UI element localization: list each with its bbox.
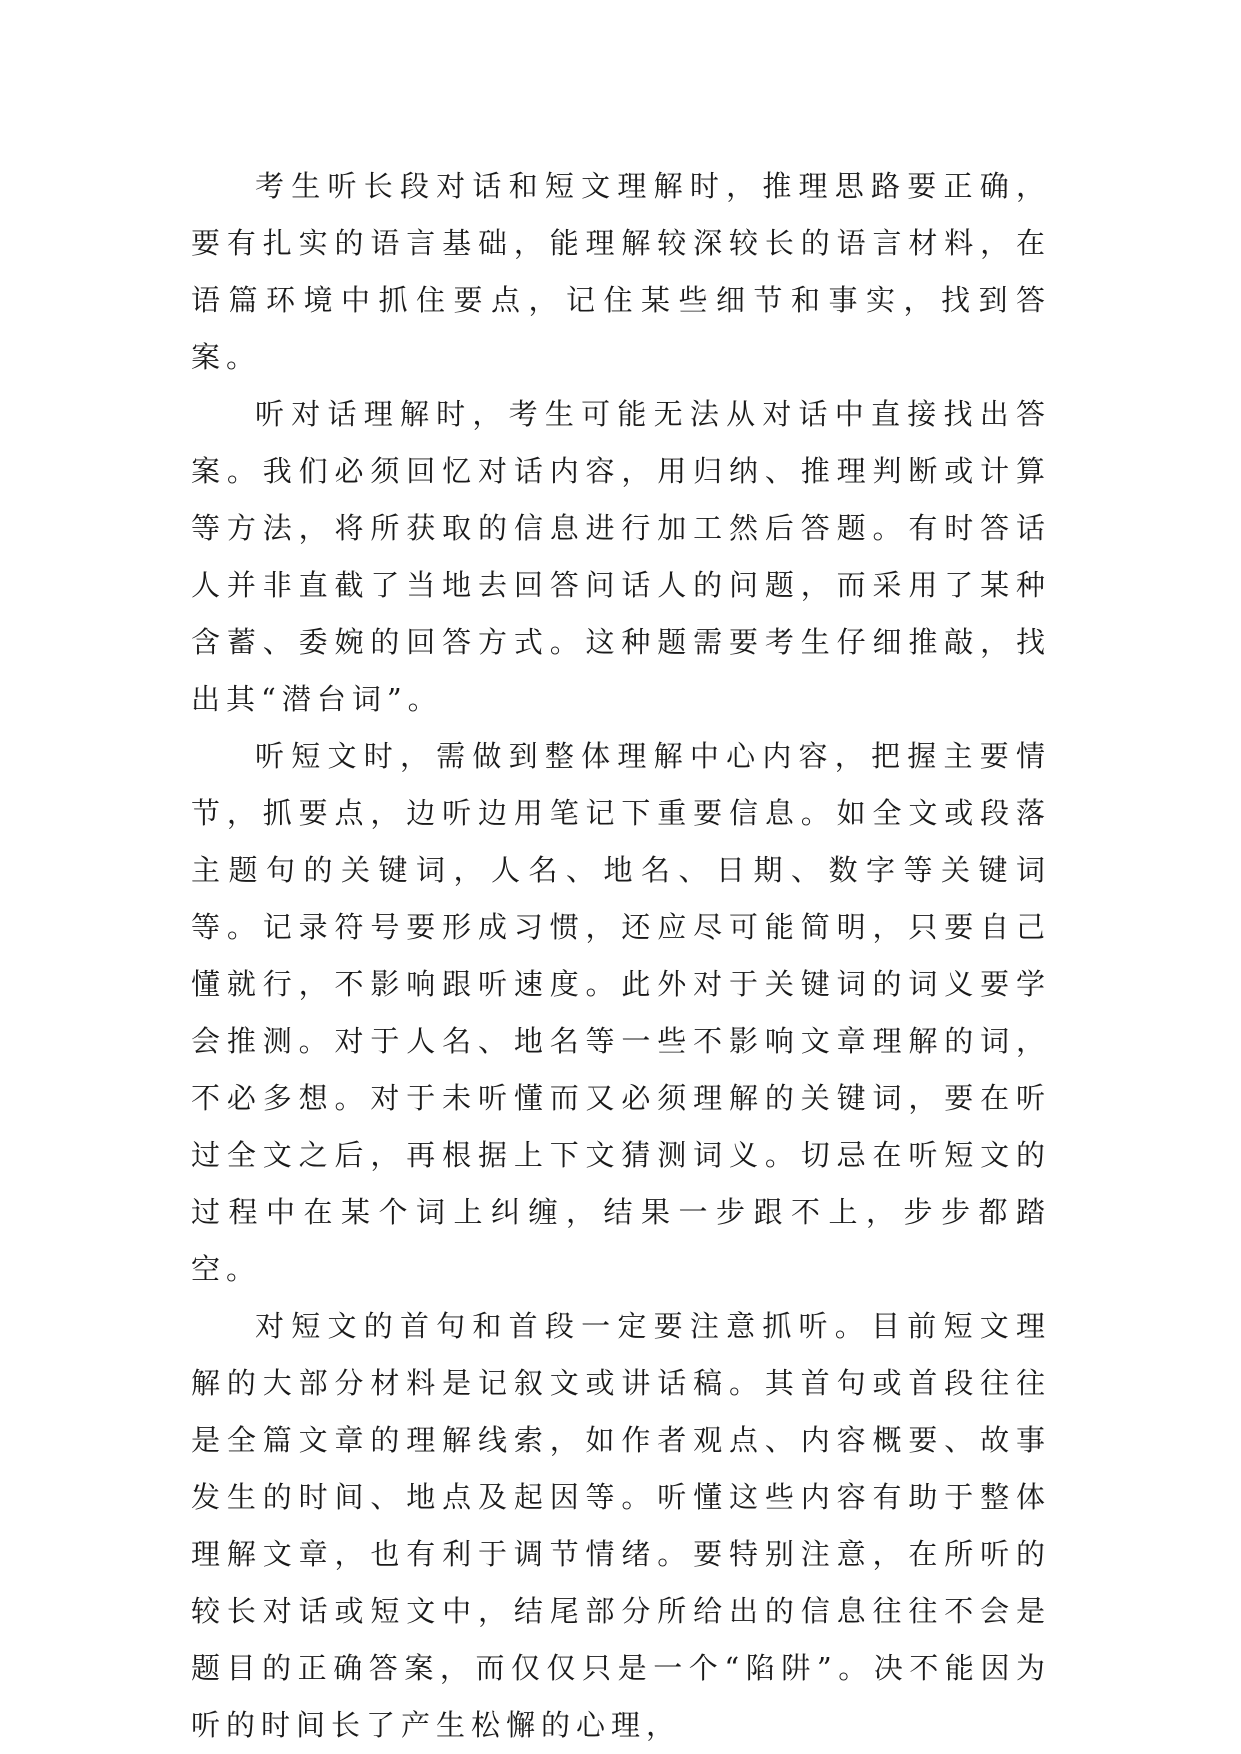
document-body [191, 158, 1051, 1754]
paragraph-4: 对短文的首句和首段一定要注意抓听。目前短文理解的大部分材料是记叙文或讲话稿。其首句或首段往往是全篇文章的理解线索，如作者观点、内容概要、故事发生的时间、地点及起因等。听懂这些内容有助于整体理解文章，也有利于调节情绪。要特别注意，在所听的较长对话或短文中，结尾部分所给出的信息往往不会是题目的正确答案，而仅仅只是一个“陷阱”。决不能因为听的时间长了产生松懈的心理， [191, 1309, 1051, 1742]
paragraph-3: 听短文时，需做到整体理解中心内容，把握主要情节，抓要点，边听边用笔记下重要信息。如全文或段落主题句的关键词，人名、地名、日期、数字等关键词等。记录符号要形成习惯，还应尽可能简明，只要自己懂就行，不影响跟听速度。此外对于关键词的词义要学会推测。对于人名、地名等一些不影响文章理解的词，不必多想。对于未听懂而又必须理解的关键词，要在听过全文之后，再根据上下文猜测词义。切忌在听短文的过程中在某个词上纠缠，结果一步跟不上，步步都踏空。 [191, 739, 1051, 1286]
paragraph-2: 听对话理解时，考生可能无法从对话中直接找出答案。我们必须回忆对话内容，用归纳、推理判断或计算等方法，将所获取的信息进行加工然后答题。有时答话人并非直截了当地去回答问话人的问题，而采用了某种含蓄、委婉的回答方式。这种题需要考生仔细推敲，找出其“潜台词”。 [191, 397, 1051, 716]
paragraph-1: 考生听长段对话和短文理解时，推理思路要正确，要有扎实的语言基础，能理解较深较长的语言材料，在语篇环境中抓住要点，记住某些细节和事实，找到答案。 [191, 169, 1051, 374]
